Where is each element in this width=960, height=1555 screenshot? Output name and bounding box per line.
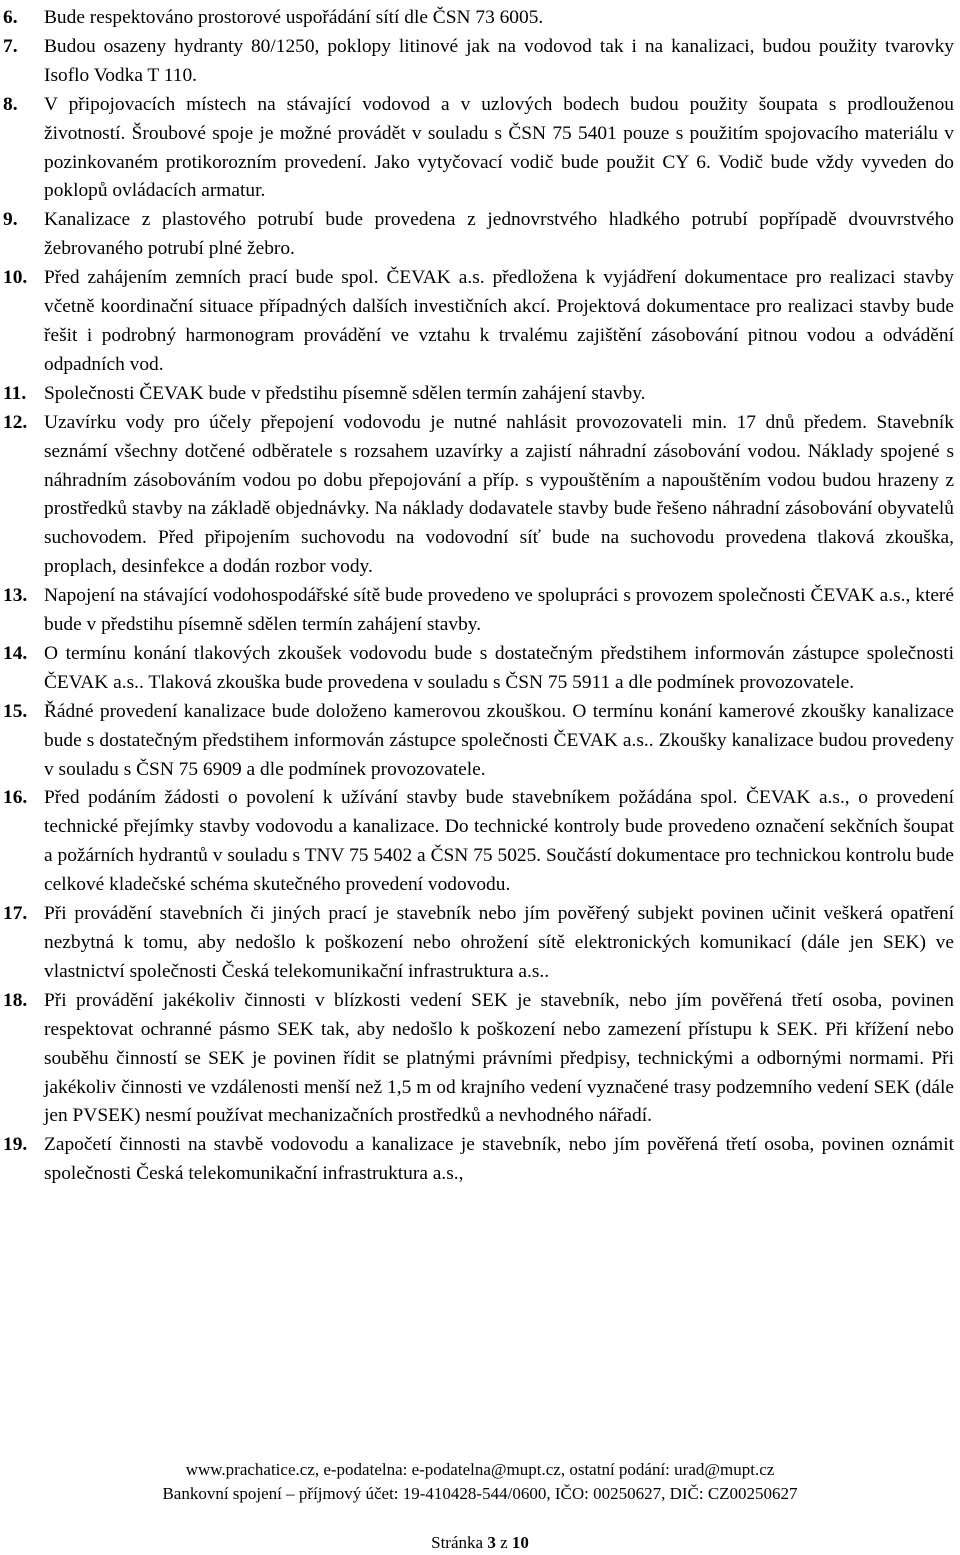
item-number: 17. (3, 903, 28, 925)
item-text: Při provádění jakékoliv činnosti v blízkosti vedení SEK je stavebník, nebo jím pověřená třetí osoba, povinen respektovat ochranné pásmo SEK tak, aby nedošlo k poškození nebo zamezení přístupu k SEK. Při křížení nebo souběhu činností se SEK je povinen řídit se platnými právními předpisy, technickými a odbornými normami. Při jakékoliv činnosti ve vzdálenosti menší než 1,5 m od krajního vedení vyznačené trasy podzemního vedení SEK (dále jen PVSEK) nesmí používat mechanizačních prostředků a nevhodného nářadí. (44, 989, 954, 1127)
list-item-12 (0, 409, 960, 582)
item-text: Napojení na stávající vodohospodářské sítě bude provedeno ve spolupráci s provozem společnosti ČEVAK a.s., které bude v předstihu písemně sdělen termín zahájení stavby. (44, 585, 954, 636)
list-item-18 (0, 987, 960, 1132)
list-item-10 (0, 264, 960, 380)
list-item-17 (0, 900, 960, 987)
item-text: Před podáním žádosti o povolení k užívání stavby bude stavebníkem požádána spol. ČEVAK a.s., o provedení technické přejímky stavby vodovodu a kanalizace. Do technické kontroly bude provedeno označení sekčních šoupat a požárních hydrantů v souladu s TNV 75 5402 a ČSN 75 5025. Součástí dokumentace pro technickou kontrolu bude celkové kladečské schéma skutečného provedení vodovodu. (44, 787, 954, 896)
page-of: z (500, 1533, 508, 1552)
list-item-6 (0, 4, 960, 33)
list-item-11 (0, 380, 960, 409)
item-text: O termínu konání tlakových zkoušek vodovodu bude s dostatečným předstihem informován zástupce společnosti ČEVAK a.s.. Tlaková zkouška bude provedena v souladu s ČSN 75 5911 a dle podmínek provozovatele. (44, 642, 954, 693)
item-number: 18. (3, 989, 28, 1011)
item-number: 6. (3, 7, 18, 28)
page-total: 10 (511, 1533, 529, 1552)
page-number (0, 1531, 960, 1555)
item-number: 7. (3, 35, 18, 57)
item-text: Při provádění stavebních či jiných prací je stavebník nebo jím pověřený subjekt povinen učinit veškerá opatření nezbytná k tomu, aby nedošlo k poškození nebo ohrožení sítě elektronických komunikací (dále jen SEK) ve vlastnictví společnosti Česká telekomunikační infrastruktura a.s.. (44, 903, 954, 982)
footer-bank-line: Bankovní spojení – příjmový účet: 19-410428-544/0600, IČO: 00250627, DIČ: CZ00250627 (162, 1484, 798, 1503)
item-number: 15. (3, 700, 28, 722)
item-number: 11. (3, 382, 27, 404)
conditions-list (0, 4, 960, 1189)
item-number: 9. (3, 209, 18, 231)
item-number: 14. (3, 642, 28, 664)
page-current: 3 (487, 1533, 496, 1552)
item-number: 10. (3, 267, 28, 289)
item-text: Kanalizace z plastového potrubí bude provedena z jednovrstvého hladkého potrubí popřípadě dvouvrstvého žebrovaného potrubí plné žebro. (44, 209, 954, 260)
item-number: 8. (3, 93, 18, 115)
list-item-13 (0, 582, 960, 640)
list-item-8 (0, 91, 960, 207)
item-number: 16. (3, 787, 28, 809)
page-label: Stránka (431, 1533, 484, 1552)
list-item-19 (0, 1131, 960, 1189)
item-text: V připojovacích místech na stávající vodovod a v uzlových bodech budou použity šoupata s prodlouženou životností. Šroubové spoje je možné provádět v souladu s ČSN 75 5401 pouze s použitím spojovacího materiálu v pozinkovaném protikorozním provedení. Jako vytyčovací vodič bude použit CY 6. Vodič bude vždy vyveden do poklopů ovládacích armatur. (44, 93, 954, 202)
item-number: 13. (3, 585, 28, 607)
item-text: Před zahájením zemních prací bude spol. ČEVAK a.s. předložena k vyjádření dokumentace pro realizaci stavby včetně koordinační situace případných dalších investičních akcí. Projektová dokumentace pro realizaci stavby bude řešit i podrobný harmonogram provádění ve vztahu k trvalému zajištění zásobování pitnou vodou a odvádění odpadních vod. (44, 267, 954, 375)
item-text: Budou osazeny hydranty 80/1250, poklopy litinové jak na vodovod tak i na kanalizaci, budou použity tvarovky Isoflo Vodka T 110. (44, 35, 954, 86)
list-item-15 (0, 698, 960, 785)
item-text: Započetí činnosti na stavbě vodovodu a kanalizace je stavebník, nebo jím pověřená třetí osoba, povinen oznámit společnosti Česká telekomunikační infrastruktura a.s., (44, 1134, 954, 1185)
item-text: Bude respektováno prostorové uspořádání sítí dle ČSN 73 6005. (44, 7, 544, 28)
list-item-7 (0, 33, 960, 91)
item-number: 19. (3, 1134, 28, 1156)
item-text: Řádné provedení kanalizace bude doloženo kamerovou zkouškou. O termínu konání kamerové zkoušky kanalizace bude s dostatečným předstihem informován zástupce společnosti ČEVAK a.s.. Zkoušky kanalizace budou provedeny v souladu s ČSN 75 6909 a dle podmínek provozovatele. (44, 700, 954, 780)
list-item-16 (0, 784, 960, 900)
list-item-9 (0, 206, 960, 264)
item-number: 12. (3, 411, 28, 433)
item-text: Uzavírku vody pro účely přepojení vodovodu je nutné nahlásit provozovateli min. 17 dnů předem. Stavebník seznámí všechny dotčené odběratele s rozsahem uzavírky a zajistí náhradní zásobování vodou. Náklady spojené s náhradním zásobováním vodou po dobu přepojování a příp. s vypouštěním a napouštěním vodou budou hrazeny z prostředků stavby na základě objednávky. Na náklady dodavatele stavby bude řešeno náhradní zásobování obyvatelů suchovodem. Před připojením suchovodu na vodovodní síť bude na suchovodu provedena tlaková zkouška, proplach, desinfekce a dodán rozbor vody. (44, 411, 954, 578)
item-text: Společnosti ČEVAK bude v předstihu písemně sdělen termín zahájení stavby. (44, 382, 646, 404)
footer-contact-line: www.prachatice.cz, e-podatelna: e-podatelna@mupt.cz, ostatní podání: urad@mupt.cz (185, 1460, 775, 1479)
list-item-14 (0, 640, 960, 698)
